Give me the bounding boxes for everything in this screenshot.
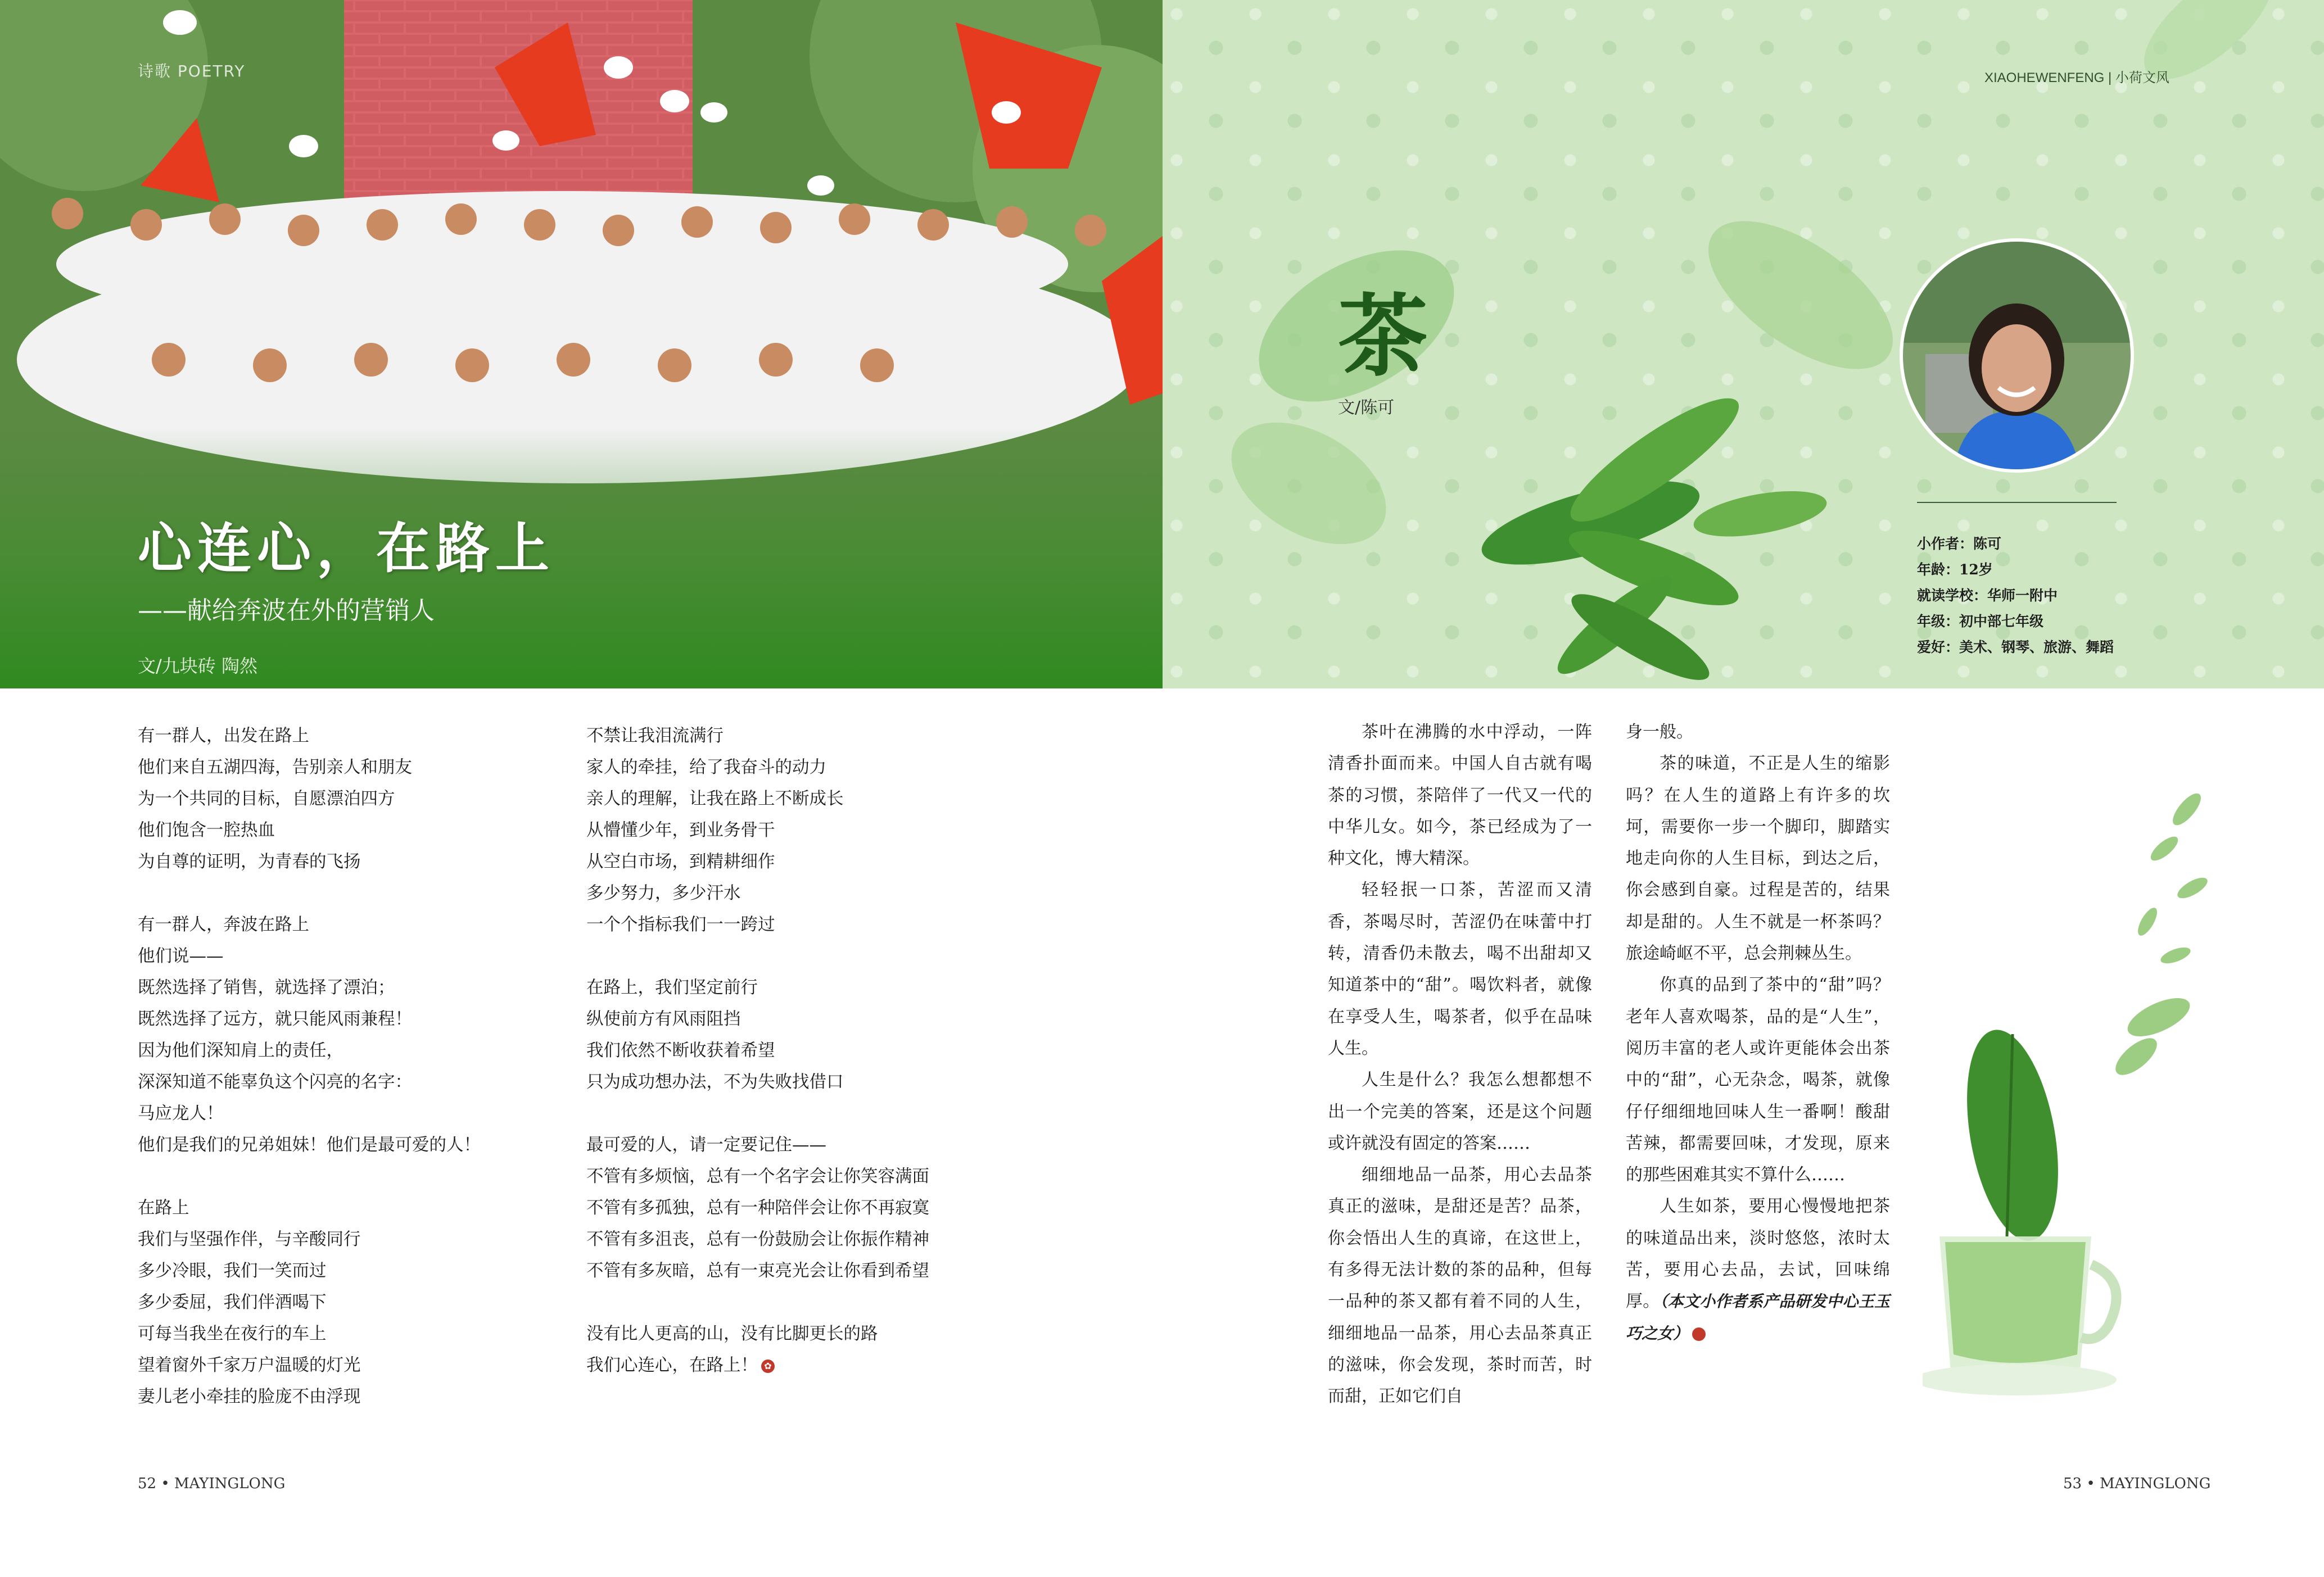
poem-line: 他们来自五湖四海，告别亲人和朋友 bbox=[138, 758, 412, 777]
section-tag: 诗歌 POETRY bbox=[138, 62, 246, 80]
end-mark-icon: ✿ bbox=[1692, 1327, 1706, 1341]
poem-line: 我们与坚强作伴，与辛酸同行 bbox=[138, 1230, 361, 1249]
poem-line: 妻儿老小牵挂的脸庞不由浮现 bbox=[138, 1387, 361, 1407]
poem-title: 心连心，在路上 bbox=[138, 516, 555, 580]
poem-line: 他们是我们的兄弟姐妹！他们是最可爱的人！ bbox=[138, 1135, 481, 1155]
poem-line: 不管有多烦恼，总有一个名字会让你笑容满面 bbox=[586, 1167, 929, 1186]
essay-banner bbox=[1163, 0, 2324, 688]
poem-line: 不禁让我泪流满行 bbox=[586, 726, 724, 746]
poem-line: 可每当我坐在夜行的车上 bbox=[138, 1324, 327, 1344]
stanza-break bbox=[586, 1287, 1064, 1318]
essay-title: 茶 bbox=[1338, 283, 1428, 389]
essay-column-1 bbox=[1328, 717, 1592, 1413]
poem-line: 从空白市场，到精耕细作 bbox=[586, 852, 775, 872]
profile-name: 小作者：陈可 bbox=[1917, 536, 2002, 552]
page-number-right: 53 • MAYINGLONG bbox=[2063, 1475, 2211, 1492]
page-number-left: 52 • MAYINGLONG bbox=[138, 1475, 286, 1492]
poem-line: 不管有多沮丧，总有一份鼓励会让你振作精神 bbox=[586, 1230, 929, 1249]
stanza-break bbox=[138, 878, 616, 909]
essay-paragraph: 茶叶在沸腾的水中浮动，一阵清香扑面而来。中国人自古就有喝茶的习惯，茶陪伴了一代又一代的中华儿女。如今，茶已经成为了一种文化，博大精深。 bbox=[1328, 722, 1592, 869]
poem-line: 为一个共同的目标，自愿漂泊四方 bbox=[138, 789, 395, 809]
poem-line: 多少努力，多少汗水 bbox=[586, 883, 741, 903]
column-header: XIAOHEWENFENG | 小荷文风 bbox=[1984, 70, 2169, 85]
poem-line: 我们依然不断收获着希望 bbox=[586, 1041, 775, 1061]
poem-line: 既然选择了销售，就选择了漂泊； bbox=[138, 978, 395, 998]
poem-line: 他们饱含一腔热血 bbox=[138, 821, 275, 840]
poem-column-2 bbox=[586, 720, 1064, 1381]
poem-line: 家人的牵挂，给了我奋斗的动力 bbox=[586, 758, 826, 777]
essay-paragraph: 轻轻抿一口茶，苦涩而又清香，茶喝尽时，苦涩仍在味蕾中打转，清香仍未散去，喝不出甜却又知道茶中的“甜”。喝饮料者，就像在享受人生，喝茶者，似乎在品味人生。 bbox=[1328, 880, 1592, 1058]
profile-divider bbox=[1917, 502, 2117, 503]
poem-line: 不管有多灰暗，总有一束亮光会让你看到希望 bbox=[586, 1261, 929, 1281]
profile-grade: 年级：初中部七年级 bbox=[1917, 613, 2044, 629]
poem-column-1 bbox=[138, 720, 616, 1413]
poem-line: 既然选择了远方，就只能风雨兼程！ bbox=[138, 1009, 412, 1029]
poem-line: 为自尊的证明，为青春的飞扬 bbox=[138, 852, 361, 872]
poem-line: 最可爱的人，请一定要记住—— bbox=[586, 1135, 826, 1155]
poem-line: 有一群人，奔波在路上 bbox=[138, 915, 309, 935]
poem-line: 亲人的理解，让我在路上不断成长 bbox=[586, 789, 844, 809]
profile-hobby: 爱好：美术、钢琴、旅游、舞蹈 bbox=[1917, 639, 2114, 655]
essay-column-2 bbox=[1626, 717, 1890, 1349]
poem-subtitle: ——献给奔波在外的营销人 bbox=[138, 596, 435, 625]
poem-line: 在路上，我们坚定前行 bbox=[586, 978, 758, 998]
poem-line: 纵使前方有风雨阻挡 bbox=[586, 1009, 741, 1029]
poem-line: 从懵懂少年，到业务骨干 bbox=[586, 821, 775, 840]
poem-line: 只为成功想办法，不为失败找借口 bbox=[586, 1072, 844, 1092]
essay-paragraph-final bbox=[1626, 1191, 1890, 1349]
essay-note: （本文小作者系产品研发中心王玉巧之女） bbox=[1626, 1292, 1890, 1343]
team-photo-illustration bbox=[0, 0, 1163, 688]
poem-line: 因为他们深知肩上的责任， bbox=[138, 1041, 343, 1061]
essay-paragraph-continued: 身一般。 bbox=[1626, 722, 1693, 742]
poem-line: 望着窗外千家万户温暖的灯光 bbox=[138, 1356, 361, 1375]
essay-paragraph: 茶的味道，不正是人生的缩影吗？在人生的道路上有许多的坎坷，需要你一步一个脚印，脚踏实地走向你的人生目标，到达之后，你会感到自豪。过程是苦的，结果却是甜的。人生不就是一杯茶吗？旅途崎岖不平，总会荆棘丛生。 bbox=[1626, 754, 1890, 964]
poem-line: 他们说—— bbox=[138, 946, 224, 966]
profile-school: 就读学校：华师一附中 bbox=[1917, 587, 2058, 604]
essay-byline: 文/陈可 bbox=[1338, 398, 1395, 418]
poem-line: 没有比人更高的山，没有比脚更长的路 bbox=[586, 1324, 878, 1344]
profile-age: 年龄：12岁 bbox=[1917, 561, 1993, 578]
poem-byline: 文/九块砖 陶然 bbox=[138, 655, 257, 677]
poem-line: 马应龙人！ bbox=[138, 1104, 224, 1123]
essay-paragraph: 人生是什么？我怎么想都想不出一个完美的答案，还是这个问题或许就没有固定的答案…… bbox=[1328, 1070, 1592, 1153]
stanza-break bbox=[586, 941, 1064, 972]
poem-line: 不管有多孤独，总有一种陪伴会让你不再寂寞 bbox=[586, 1198, 929, 1218]
poem-line: 我们心连心，在路上！ ✿ bbox=[586, 1350, 1064, 1381]
poem-line: 有一群人，出发在路上 bbox=[138, 726, 309, 746]
poem-line: 深深知道不能辜负这个闪亮的名字： bbox=[138, 1072, 412, 1092]
essay-paragraph-text: 人生如茶，要用心慢慢地把茶的味道品出来，淡时悠悠，浓时太苦，要用心去品，去试，回味绵厚。 bbox=[1626, 1197, 1890, 1312]
stanza-break bbox=[586, 1098, 1064, 1130]
author-profile bbox=[1917, 531, 2114, 660]
essay-paragraph: 细细地品一品茶，用心去品茶真正的滋味，是甜还是苦？品茶，你会悟出人生的真谛，在这世上，有多得无法计数的茶的品种，但每一品种的茶又都有着不同的人生，细细地品一品茶，用心去品茶真正的滋味，你会发现，茶时而苦，时而甜，正如它们自 bbox=[1328, 1165, 1592, 1407]
essay-paragraph: 你真的品到了茶中的“甜”吗？老年人喜欢喝茶，品的是“人生”，阅历丰富的老人或许更能体会出茶中的“甜”，心无杂念，喝茶，就像仔仔细细地回味人生一番啊！酸甜苦辣，都需要回味，才发现，原来的那些困难其实不算什么…… bbox=[1626, 975, 1890, 1185]
end-mark-icon: ✿ bbox=[761, 1360, 775, 1373]
poem-line: 在路上 bbox=[138, 1198, 189, 1218]
tea-leaf-icon bbox=[1163, 0, 2324, 688]
author-portrait bbox=[1903, 242, 2131, 469]
stanza-break bbox=[138, 1161, 616, 1193]
author-avatar bbox=[1903, 242, 2131, 469]
poem-line: 一个个指标我们一一跨过 bbox=[586, 915, 775, 935]
team-photo bbox=[0, 0, 1163, 688]
poem-line: 多少委屈，我们伴酒喝下 bbox=[138, 1293, 327, 1312]
tea-cup-icon bbox=[1923, 776, 2237, 1405]
poem-line: 多少冷眼，我们一笑而过 bbox=[138, 1261, 327, 1281]
